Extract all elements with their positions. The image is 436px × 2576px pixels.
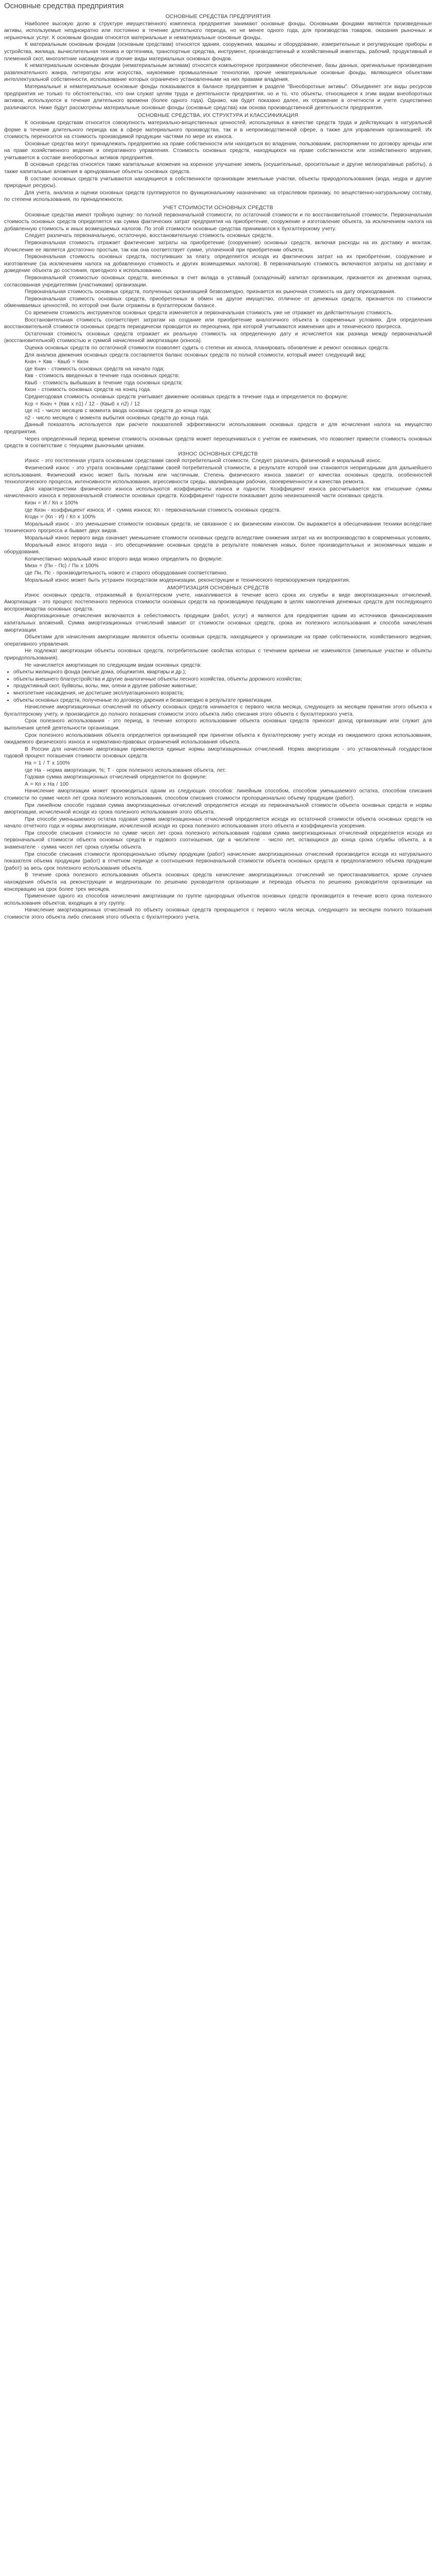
paragraph: Применение одного из способов начисления амортизации по группе однородных объектов основных средств производится в течение всего срока полезного использования объектов, входящих в эту группу. (4, 893, 432, 906)
paragraph: В составе основных средств учитываются находящиеся в собственности организации земельные участки, объекты природопользования (вода, недра и другие природные ресурсы). (4, 176, 432, 189)
section-heading: ОСНОВНЫЕ СРЕДСТВА ПРЕДПРИЯТИЯ (165, 14, 271, 20)
paragraph: Срок полезного использования объекта определяется организацией при принятии объекта к бухгалтерскому учету исходя из ожидаемого срока использования, ожидаемого физического износа и нормативно-правовых ограничений использования объекта. (4, 732, 432, 745)
paragraph: Для учета, анализа и оценки основных средств группируются по функциональному назначению: на отраслевом признаку, по вещественно-натуральному составу, по степени использования, по принадлежности. (4, 190, 432, 203)
paragraph: В основные средства относятся также капитальные вложения на коренное улучшение земель (осушительные, оросительные и другие мелиоративные работы), а также капитальные вложения в арендованные объекты основных средств. (4, 162, 432, 175)
paragraph: В течение срока полезного использования объекта основных средств начисление амортизационных отчислений не приостанавливается, кроме случаев нахождения объекта на реконструкции и модернизации по решению руководителя организации и перевода объекта по решению руководителя организации на консервацию на срок более трех месяцев. (4, 872, 432, 892)
paragraph: При линейном способе годовая сумма амортизационных отчислений определяется исходя из первоначальной стоимости объекта основных средств и нормы амортизации, исчисленной исходя из срока полезного использования этого объекта. (4, 802, 432, 816)
paragraph: Для характеристики физического износа используются коэффициенты износа и годности. Коэффициент износа рассчитывается как отношение суммы начисленного износа к первоначальной стоимости основных средств. Коэффициент годности показывает долю неизношенной части основных средств. (4, 486, 432, 499)
list-item: • объекты жилищного фонда (жилые дома, общежития, квартиры и др.); (13, 669, 432, 676)
paragraph: Оценка основных средств по остаточной стоимости позволяет судить о степени их износа, планировать обновление и ремонт основных средств. (25, 345, 390, 351)
paragraph: Ккон - стоимость основных средств на конец года. (25, 387, 151, 393)
paragraph: К основным средствам относится совокупность материально-вещественных ценностей, используемых в качестве средств труда и действующих в натуральной форме в течение длительного периода как в сфере материального производства, так и в непроизводственной сфере, а также для управления организацией. Их стоимость переносится на стоимость производимой продукции частями по мере их износа. (4, 120, 432, 140)
section-heading: ИЗНОС ОСНОВНЫХ СРЕДСТВ (178, 451, 258, 457)
paragraph: При способе уменьшаемого остатка годовая сумма амортизационных отчислений определяется исходя из остаточной стоимости объекта основных средств на начало отчетного года и нормы амортизации, исчисленной исходя из срока полезного использования этого объекта и коэффициента ускорения. (4, 816, 432, 829)
paragraph: Количественно моральный износ второго вида можно определить по формуле: (25, 556, 223, 562)
paragraph: Кгодн = (Кп - И) / Кп x 100% (25, 514, 96, 520)
paragraph: Материальные и нематериальные основные фонды показываются в балансе предприятия в разделе "Внеоборотные активы". Объединяет эти виды ресурсов предприятия не только то обстоятельство, что они служат целям труда и деятельности предприятия, но и то, что объекты, относящиеся к этим видам внеоборотных активов, используются в течение длительного времени (более одного года). Однако, как будет показано далее, их отражение в отчетности и учете существенно различаются. Ниже будут рассмотрены материальные основные фонды (основные средства) как основа производственной деятельности предприятия. (4, 83, 432, 111)
paragraph: Кнач + Квв - Квыб = Ккон (25, 359, 89, 365)
paragraph: Со временем стоимость инструментов основных средств изменяется и первоначальная стоимость уже не отражает их действительную стоимость. (25, 310, 393, 316)
paragraph: Не начисляется амортизация по следующим видам основных средств: (25, 662, 202, 668)
list-item: • объекты основных средств, полученные по договору дарения и безвозмездно в результате приватизации. (13, 697, 432, 704)
document-body (4, 13, 432, 921)
paragraph: Моральный износ - это уменьшение стоимости основных средств, не связанное с их физическим износом. Он выражается в обесценивании техники вследствие технического прогресса и бывает двух видов. (4, 521, 432, 534)
page-title: Основные средства предприятия (4, 2, 124, 10)
paragraph: Физический износ - это утрата основными средствами своей потребительной стоимости, в результате которой они становятся непригодными для дальнейшего использования. Физический износ может быть полным или частичным. Степень физического износа зависит от качества основных средств, особенностей технологического процесса, интенсивности использования, агрессивности среды, квалификации рабочих, своевременности и качества ремонта. (4, 465, 432, 485)
paragraph: Первоначальная стоимость отражает фактические затраты на приобретение (сооружение) основных средств, включая расходы на их доставку и монтаж. Исчисление ее является достаточно простым, так как она соответствует сумме, уплаченной при приобретении объекта. (4, 240, 432, 253)
paragraph: Квыб - стоимость выбывших в течение года основных средств; (25, 380, 183, 386)
section-s1 (4, 13, 432, 111)
paragraph: где На - норма амортизации, %; Т - срок полезного использования объекта, лет. (25, 767, 226, 773)
section-heading: ОСНОВНЫЕ СРЕДСТВА, ИХ СТРУКТУРА И КЛАССИФИКАЦИЯ (137, 113, 299, 119)
paragraph: Мизн = (Пн - Пс) / Пн x 100% (25, 563, 99, 569)
paragraph: Кср = Кнач + (Квв x n1) / 12 - (Квыб x n2) / 12 (25, 401, 140, 407)
paragraph: Восстановительная стоимость соответствует затратам на создание или приобретение аналогичного объекта в современных условиях. Для определения восстановительной стоимости основных средств периодически проводится их переоценка, при которой учитываются изменения цен и технического прогресса. (4, 317, 432, 330)
paragraph: Основные средства могут принадлежать предприятию на праве собственности или находиться во владении, пользовании, распоряжении по договору аренды или на праве хозяйственного ведения и оперативного управления. Стоимость основных средств, находящихся на праве собственности или хозяйственного ведения, учитывается в составе внеоборотных активов предприятия. (4, 141, 432, 161)
amortization-exclusions-list (4, 669, 432, 704)
paragraph: n2 - число месяцев с момента выбытия основных средств до конца года. (25, 415, 209, 421)
paragraph: Наиболее высокую долю в структуре имущественного комплекса предприятия занимают основные фонды. Основными фондами являются произведенные активы, используемые неоднократно или постоянно в течение длительного периода, но не менее одного года, для производства товаров, оказания рыночных и нерыночных услуг. К основным фондам относятся материальные и нематериальные основные фонды. (4, 21, 432, 41)
paragraph: где Кнач - стоимость основных средств на начало года; (25, 366, 165, 372)
paragraph: На = 1 / Т x 100% (25, 760, 70, 766)
paragraph: Остаточная стоимость основных средств отражает их реальную стоимость на определенную дату и исчисляется как разница между первоначальной (восстановительной) стоимостью и суммой начисленной амортизации (износа). (4, 331, 432, 344)
paragraph: Моральный износ первого вида означает уменьшение стоимости основных средств вследствие снижения затрат на их воспроизводство в современных условиях. (25, 535, 431, 541)
paragraph: Первоначальная стоимость основных средств, приобретенных в обмен на другое имущество, отличное от денежных средств, признается по стоимости обмениваемых ценностей, по которой они были отражены в бухгалтерском балансе. (4, 296, 432, 309)
paragraph: К нематериальным основным фондам (нематериальным активам) относятся компьютерное программное обеспечение, базы данных, оригинальные произведения развлекательного жанра, литературы или искусства, наукоемкие промышленные технологии, прочие нематериальные основные фонды, являющиеся объектами интеллектуальной собственности, использование которых ограничено установленными на них правами владения. (4, 63, 432, 83)
paragraph: Среднегодовая стоимость основных средств учитывает движение основных средств в течение года и определяется по формуле: (25, 394, 348, 400)
paragraph: Годовая сумма амортизационных отчислений определяется по формуле: (25, 774, 207, 781)
section-s3 (4, 205, 432, 450)
paragraph: Начисление амортизации может производиться одним из следующих способов: линейным способом, способом уменьшаемого остатка, способом списания стоимости по сумме чисел лет срока полезного использования, способом списания стоимости пропорционально объему продукции (работ). (4, 788, 432, 801)
list-item: • объекты внешнего благоустройства и другие аналогичные объекты лесного хозяйства, объекты дорожного хозяйства; (13, 676, 432, 683)
paragraph: Основные средства имеют тройную оценку: по полной первоначальной стоимости, по остаточной стоимости и по восстановительной стоимости. Первоначальная стоимость основных средств определяется как сумма фактических затрат предприятия на приобретение, сооружение и изготовление объекта, за исключением налога на добавленную стоимость и иных возмещаемых налогов. По этой стоимости основные средства принимаются к бухгалтерскому учету. (4, 212, 432, 232)
paragraph: где Пн, Пс - производительность нового и старого оборудования соответственно. (25, 570, 228, 576)
paragraph: Износ - это постепенная утрата основными средствами своей потребительной стоимости. Следует различать физический и моральный износ. (25, 458, 382, 464)
paragraph: где n1 - число месяцев с момента ввода основных средств до конца года; (25, 408, 212, 414)
paragraph: К материальным основным фондам (основным средствам) относятся здания, сооружения, машины и оборудование, измерительные и регулирующие приборы и устройства, жилища, вычислительная техника и оргтехника, транспортные средства, инструмент, производственный и хозяйственный инвентарь, рабочий, продуктивный и племенной скот, многолетние насаждения и прочие виды материальных основных фондов. (4, 42, 432, 62)
section-heading: УЧЕТ СТОИМОСТИ ОСНОВНЫХ СРЕДСТВ (163, 205, 273, 211)
paragraph: Первоначальной стоимостью основных средств, внесенных в счет вклада в уставный (складочный) капитал организации, признается их денежная оценка, согласованная учредителями (участниками) организации. (4, 275, 432, 288)
paragraph: Моральный износ второго вида - это обесценивание основных средств в результате появления новых, более производительных и экономичных машин и оборудования. (4, 542, 432, 555)
paragraph: Квв - стоимость введенных в течение года основных средств; (25, 373, 180, 379)
paragraph: Начисление амортизационных отчислений по объекту основных средств прекращается с первого числа месяца, следующего за месяцем полного погашения стоимости этого объекта либо списания этого объекта с бухгалтерского учета. (4, 907, 432, 920)
paragraph: Данный показатель используется при расчете показателей эффективности использования основных средств и для исчисления налога на имущество предприятия. (4, 422, 432, 435)
section-s5 (4, 585, 432, 921)
paragraph: Износ основных средств, отражаемый в бухгалтерском учете, накапливается в течение всего срока их службы в виде амортизационных отчислений. Амортизация - это процесс постепенного переноса стоимости основных средств на производимую продукцию в целях накопления денежных средств для последующего воспроизводства основных средств. (4, 592, 432, 612)
paragraph: Начисление амортизационных отчислений по объекту основных средств начинается с первого числа месяца, следующего за месяцем принятия этого объекта к бухгалтерскому учету, и производится до полного погашения стоимости этого объекта либо списания этого объекта с бухгалтерского учета. (4, 704, 432, 717)
paragraph: При способе списания стоимости пропорционально объему продукции (работ) начисление амортизационных отчислений производится исходя из натурального показателя объема продукции (работ) в отчетном периоде и соотношения первоначальной стоимости объекта основных средств и предполагаемого объема продукции (работ) за весь срок полезного использования объекта. (4, 851, 432, 871)
paragraph: Кизн = И / Кп x 100% (25, 500, 78, 506)
document-page (0, 0, 436, 931)
list-item: • многолетние насаждения, не достигшие эксплуатационного возраста; (13, 690, 432, 697)
paragraph: В России для начисления амортизации применяются единые нормы амортизационных отчислений. Норма амортизации - это установленный государством годовой процент погашения стоимости основных средств. (4, 746, 432, 759)
paragraph: где Кизн - коэффициент износа; И - сумма износа; Кп - первоначальная стоимость основных средств. (25, 507, 281, 513)
paragraph: Первоначальная стоимость основных средств, поступивших за плату, определяется исходя из фактических затрат на их приобретение, сооружение и изготовление (за исключением налога на добавленную стоимость и других возмещаемых налогов). В первоначальную стоимость включаются затраты на доставку и доведение объекта до состояния, пригодного к использованию. (4, 254, 432, 274)
list-item: • продуктивный скот, буйволы, волы, яки, олени и другие рабочие животные; (13, 683, 432, 690)
paragraph: Через определенный период времени стоимость основных средств может переоцениваться с учетом ее изменения, что позволяет привести стоимость основных средств в соответствие с текущими рыночными ценами. (4, 436, 432, 449)
paragraph: Моральный износ может быть устранен посредством модернизации, реконструкции и технического перевооружения предприятия. (25, 577, 351, 583)
paragraph: Амортизационные отчисления включаются в себестоимость продукции (работ, услуг) и являются для предприятия одним из источников финансирования капитальных вложений. Сумма амортизационных отчислений зависит от стоимости основных средств, срока их полезного использования и способа начисления амортизации. (4, 613, 432, 633)
paragraph: Срок полезного использования - это период, в течение которого использование объекта основных средств приносит доход организации или служит для выполнения целей деятельности организации. (4, 718, 432, 731)
section-heading: АМОРТИЗАЦИЯ ОСНОВНЫХ СРЕДСТВ (167, 585, 269, 591)
paragraph: Для анализа движения основных средств составляется баланс основных средств по полной стоимости, который имеет следующий вид: (25, 352, 366, 358)
paragraph: А = Кп x На / 100 (25, 781, 69, 787)
paragraph: Не подлежат амортизации объекты основных средств, потребительские свойства которых с течением времени не изменяются (земельные участки и объекты природопользования). (4, 648, 432, 662)
paragraph: Следует различать первоначальную, остаточную, восстановительную стоимость основных средств. (25, 233, 273, 239)
paragraph: При способе списания стоимости по сумме чисел лет срока полезного использования годовая сумма амортизационных отчислений определяется исходя из первоначальной стоимости объекта основных средств и годового соотношения, где в числителе - число лет, остающихся до конца срока службы объекта, а в знаменателе - сумма чисел лет срока службы объекта. (4, 830, 432, 851)
section-s2 (4, 112, 432, 204)
paragraph: Первоначальная стоимость основных средств, полученных организацией безвозмездно, признается их рыночная стоимость на дату оприходования. (25, 289, 396, 295)
section-s4 (4, 451, 432, 584)
paragraph: Объектами для начисления амортизации являются объекты основных средств, находящиеся у организации на праве собственности, хозяйственного ведения, оперативного управления. (4, 634, 432, 647)
